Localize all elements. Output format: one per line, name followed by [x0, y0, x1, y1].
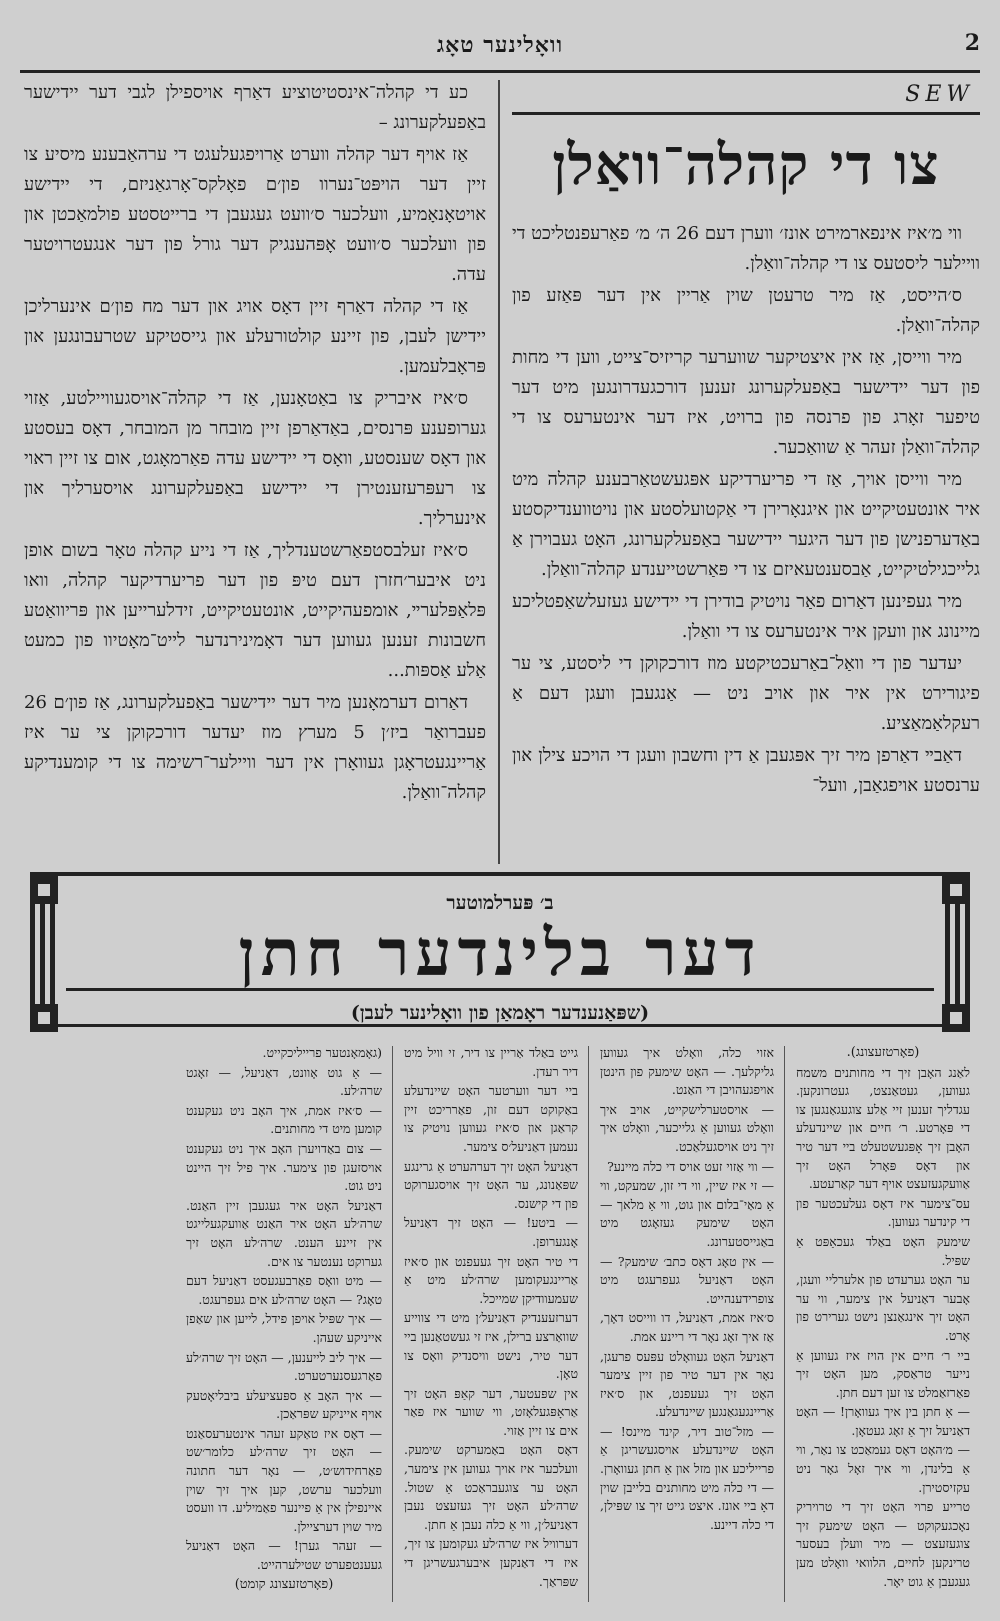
serial-paragraph: — אַ חתן בין איך געוואָרן! — האָט דאַניעל זיך אַ זאָג געטאָן. — [796, 1404, 970, 1438]
editorial-paragraph: יעדער פון די וואַל־באַרעכטיקטע מוז דורכקוקן די ליסטע, צי ער פיגורירט אין איר און אויב ניט — אַנגעבן וועגן דעם אַ רעקלאַמאַציע. — [512, 653, 980, 734]
serial-paragraph: — זעהר גערן! — האָט דאַניעל געענטפערט שטילערהייט. — [186, 1538, 382, 1573]
editorial-paragraph: ס׳הייסט, אַז מיר טרעטן שוין אַריין אין דער פּאַזע פון קהלה־וואַלן. — [512, 285, 980, 336]
serial-paragraph: — איך שפּיל אויפן פידל, לייען און שאַפן אייניקע שעהן. — [186, 1311, 382, 1345]
newspaper-title: וואָלינער טאָג — [436, 32, 564, 58]
serial-paragraph: טרייע פרוי האָט זיך די טרויריק נאָכגעקוקט — האָט שימעק זיך צוגעזעצט — מיר וועלן בעסער טרינקען לחיים, הלוואי וואָלט מען געגעבן אַ גוט יאָר. — [796, 1499, 970, 1589]
serial-paragraph: — דאָס איז טאַקע זעהר אינטערעסאַנט — האָט זיך שרה׳לע כלומר׳שט פאַרחידוש׳ט, — נאָר דער חתונה וועלכער ערשט, קען איך זיך שוין איינפילן אין אַ פיינער פאַמיליע. דו וועסט מיר שוין דערציילן. — [186, 1425, 382, 1534]
editorial-paragraph: מיר געפינען דאַרום פאַר נויטיק בודירן די יידישע געזעלשאַפטליכע מיינונג און וועקן איר אינטערעס צו די וואַלן. — [512, 591, 980, 642]
editorial-paragraph: דאַבײ דאַרפן מיר זיך אפּגעבן אַ דין וחשבון וועגן די הויכע צילן און ערנסטע אויפגאַבן, וועל־ — [512, 745, 980, 796]
serial-paragraph: — איך ליב לייענען, — האָט זיך שרה׳לע פאַרגעסנערטערט. — [186, 1349, 382, 1384]
serial-columns — [30, 1040, 970, 1608]
serial-paragraph: — אַ גוט אָוונט, דאַניעל, — זאָגט שרה׳לע. — [186, 1064, 382, 1099]
serial-paragraph: אזוי כלה, וואָלט איך געווען גליקלעך. — האָט שימעק פון הינטן אויפגעהויבן די האַנט. — [600, 1045, 774, 1098]
editorial-column-left — [24, 78, 486, 868]
serial-paragraph: — איך האָב אַ ספּעציעלע ביבליאָטעק אויף אייניקע שפּראַכן. — [186, 1387, 382, 1422]
serial-paragraph: — אין טאָג דאָס כתב׳ שימעק? — האָט דאַניעל געפרעגט מיט צופרידענהייט. — [600, 1253, 774, 1306]
serial-title: דער בלינדער חתן — [238, 916, 762, 991]
serial-paragraph: — צום באַדויערן האָב איך ניט געקענט אויסזעגן פון צימער. איך פיל זיך היינט ניט גוט. — [186, 1140, 382, 1194]
serial-paragraph: — ס׳איז אמת, איך האָב ניט געקענט קומען מיט די מחותנים. — [186, 1102, 382, 1137]
serial-paragraph: גייט באַלד אַריין צו דיר, זי וויל מיט דיר רעדן. — [404, 1045, 578, 1079]
serial-paragraph: — מיט וואָס פאַרבעגעסט דאַניעל דעם טאָג? — האָט שרה׳לע אים געפרעגט. — [186, 1273, 382, 1307]
serial-paragraph: דאַניעל האָט געוואָלט עפּעס פרעגן, נאָר אין דער טיר פון זיין צימער האָט זיך געעפנט, און ס׳איז אַריינגעגאַנגען שיינדעלע. — [600, 1348, 774, 1420]
editorial-paragraph: ס׳איז זעלבסטפאַרשטענדליך, אַז די נייע קהלה טאָר בשום אופן ניט איבער׳חזרן דעם טיפּ פון דער פריערדיקער קהלה, וואו פּלאַפּלערײ, אומפעהיקייט, אונטעטיקייט, זידלערייען און פּריוואַטע חשבונות זענען געווען דער דאָמינירנדער לייט־מאָטיוו פון כמעט אַלע אַספּות... — [24, 540, 486, 681]
serial-paragraph: — ביטע! — האָט זיך דאַניעל אָנגערופן. — [404, 1215, 578, 1249]
serial-paragraph: אין שפּעטער, דער קאַפּ האָט זיך אַראָפּגעלאָזט, ווי שווער איז פאַר אים צו זיין אַזוי. — [404, 1385, 578, 1438]
editorial-paragraph: אַז אויף דער קהלה ווערט אַרויפגעלעגט די ערהאַבענע מיסיע צו זיין דער הויפּט־נערוו פון׳ם פאָלקס־אָרגאַניזם, די יידישע אויטאָנאָמיע, וועלכער ס׳וועט געגעבן די ברייטסטע פולמאַכטן און פון וועלכער ס׳וועט אָפּהענגיק דער גורל פון דער אנגעטרויטער עדה. — [24, 144, 486, 285]
editorial-column-right — [512, 78, 980, 868]
serial-paragraph: — זי איז שיין, ווי די זון, שמעקט, ווי אַ מאַי־בלום און גוט, ווי אַ מלאך — האָט שימעק געזאָגט מיט באַגייסטערונג. — [600, 1178, 774, 1249]
column-rule — [784, 1046, 785, 1602]
serial-paragraph: — מזל־טוב דיר, קינד מיינס! — האָט שיינדעלע אויסגעשריגן אַ פרייליכע און מזל און אַ חתן געוואָרן. — די כלה מיט מחותנים בלייבן שוין דאָ ביי אונז. איצט גייט זיך צו שפּילן, די כלה דיינע. — [600, 1423, 774, 1532]
serial-paragraph: דערזעענדיק דאַניעל׳ן מיט די צווייע שוואַרצע ברילן, איז זי געשטאַנען ביי דער טיר, נישט וויסנדיק וואָס צו טאָן. — [404, 1310, 578, 1382]
serial-subtitle: (שפּאַנענדער ראָמאַן פון וואָלינער לעבן) — [350, 1002, 650, 1024]
serial-paragraph: ס׳איז אמת, דאַניעל, דו ווייסט דאָך, אַז איך זאָג נאָר די ריינע אמת. — [600, 1310, 774, 1344]
editorial-paragraph: אַז די קהלה דאַרף זיין דאָס אויג און דער מח פון׳ם אינערליכן יידישן לעבן, פון זיינע קולטורעלע און גייסטיקע שטרעבונגען און פּראָבלעמען. — [24, 296, 486, 377]
editorial-paragraph: כע די קהלה־אינסטיטוציע דאַרף אויספילן לגבי דער יידישער באַפעלקערונג – — [24, 82, 486, 133]
serial-paragraph: ער האָט גערעדט פון אלערליי וועגן, אָבער דאַניעל אין צימער, ווי ער האָט זיך אינגאַנצן נישט גערירט פון אָרט. — [796, 1272, 970, 1343]
editorial-paragraph: ס׳איז איבריק צו באַטאָנען, אַז די קהלה־אויסגעוויילטע, אַזוי גערופענע פּרנסים, באַדאַרפן זיין מובחר מן המובחר, דאָס בעסטע און דאָס שענסטע, וואָס די יידישע עדה פאַרמאָגט, אום צו זיין ראוי צו רעפּרעזענטירן די יידישע באַפעלקערונג אויסערליך און אינערליך. — [24, 388, 486, 529]
section-kicker: SEW — [512, 78, 980, 115]
serial-paragraph: — אויסטערלישקייט, אויב איך וואָלט געווען אַ גלייכער, וואָלט איך זיך ניט אויסגעלאַכט. — [600, 1101, 774, 1154]
serial-column-4 — [186, 1044, 382, 1604]
page-number: 2 — [964, 30, 980, 56]
serial-paragraph: דאַניעל האָט זיך דערהערט אַ גרינגע שפּאַנונג, ער האָט זיך אויסגערוקט פון די קישנס. — [404, 1158, 578, 1211]
serial-paragraph: ביי דער ווערטער האָט שיינדעלע באַקוקט דעם זון, פאַרריכט זיין קראַגן און ס׳איז געווען נויטיק צו נעמען דאַניעל׳ס צימער. — [404, 1083, 578, 1154]
editorial-paragraph: דאַרום דערמאָנען מיר דער יידישער באַפעלקערונג, אַז פון׳ם 26 פעברואַר ביז׳ן 5 מערץ מוז יעדער דורכקוקן צי ער איז אַריינגעטראָגן געוואָרן אין דער וויילער־רשימה צו די קומענדיקע קהלה־וואַלן. — [24, 692, 486, 803]
page-header — [20, 20, 980, 73]
serial-banner — [30, 872, 970, 1038]
editorial-headline: צו די קהלה־וואַלן — [552, 132, 940, 198]
column-rule — [392, 1046, 393, 1602]
serial-paragraph: עס־צימער איז דאָס געלעכטער פון די קינדער געווען. — [796, 1195, 970, 1230]
serial-column-3 — [404, 1044, 578, 1604]
serial-paragraph: — ווי אַזוי זעט אויס די כלה מיינע? — [607, 1158, 774, 1174]
editorial-paragraph: מיר ווייסן אויך, אַז די פריערדיקע אפּגעשטאַרבענע קהלה מיט איר אונטעטיקייט און איגנאָרירן די אַקטועלסטע און נויטווענדיקסטע באַדערפנישן פון דער היגער יידישער באַפעלקערונג, האָט געבוירן אַ גלייכגילטיקייט, אַבסענטעאיזם צו די פּאַרשטייענדע קהלה־וואַלן. — [512, 469, 980, 580]
serial-paragraph: — מ׳האָט דאָס געמאַכט צו נאַר, ווי אַ בלינדן, ווי איך זאָל גאָר ניט עקזיסטירן. — [796, 1442, 970, 1495]
serial-paragraph: (גאָמאָנטער פרייליכקייט. — [262, 1045, 382, 1060]
serial-paragraph: דערוויל איז שרה׳לע געקומען צו זיך, איז די דאַנקען איבערגעשריגן די שפּראַך. — [404, 1536, 578, 1589]
serial-paragraph: דאָס האָט באַמערקט שימעק. וועלכער איז אויך געווען אין צימער, האָט ער צוגעבראַכט אַ שטול. שרה׳לע האָט זיך געזעצט נעבן דאַניעל׳ן, ווי אַ כלה נעבן אַ חתן. — [404, 1442, 578, 1532]
column-rule — [588, 1046, 589, 1602]
serial-paragraph: דאַניעל האָט איר געגעבן זיין האַנט. שרה׳לע האָט איר האַנט אַוועקגעלייגט אין זיינע הענט. שרה׳לע האָט זיך גערוקט נענטער צו אים. — [186, 1197, 382, 1269]
serial-paragraph: די טיר האָט זיך געעפנט און ס׳איז אַריינגעקומען שרה׳לע מיט אַ שעמעוודיקן שמייכל. — [404, 1253, 578, 1306]
serial-paragraph: לאַנג האָבן זיך די מחותנים משמח געווען, געטאַנצט, געטרונקען. עגדליך זענען זיי אַלע צוגעגאַנגען צו די פּאָרטע. ר׳ חיים און שיינדעלע האָבן זיך אָפּגעשטעלט ביי דער טיר און דאָס פּאָרל האָט זיך אַוועקגעזעצט אויף דער קאַרעטע. — [796, 1064, 970, 1192]
editorial-paragraph: מיר ווייסן, אַז אין איצטיקער שווערער קריזיס־צייט, ווען די מחות פון דער יידישער באַפעלקערונג זענען דורכגעדרונגען מיט דער טיפער זאָרג פון פרנסה פון ברויט, איז דער אינטערעס צו די קהלה־וואַלן זעהר אַ שוואַכער. — [512, 347, 980, 458]
serial-column-1 — [796, 1044, 970, 1604]
serial-paragraph: ביי ר׳ חיים אין הויז איז געווען אַ נייער טראַסק, מען האָט זיך פאַרזאַמלט צו זען דעם חתן. — [796, 1347, 970, 1400]
editorial-paragraph: ווי מ׳איז אינפארמירט אונז׳ ווערן דעם 26 ה׳ מ׳ פאַרעפנטליכט די וויילער ליסטעס צו די קהלה־וואַלן. — [512, 223, 980, 274]
serial-column-2 — [600, 1044, 774, 1604]
continued-note: (פאָרטזעצונג קומט) — [234, 1576, 334, 1592]
serial-author: ב׳ פּערלמוטער — [446, 892, 554, 914]
column-rule — [498, 80, 500, 864]
serial-paragraph: (פאָרטזעצונג). — [846, 1045, 920, 1060]
serial-paragraph: שימעק האָט באַלד געכאַפּט אַ שפּיל. — [796, 1233, 970, 1268]
